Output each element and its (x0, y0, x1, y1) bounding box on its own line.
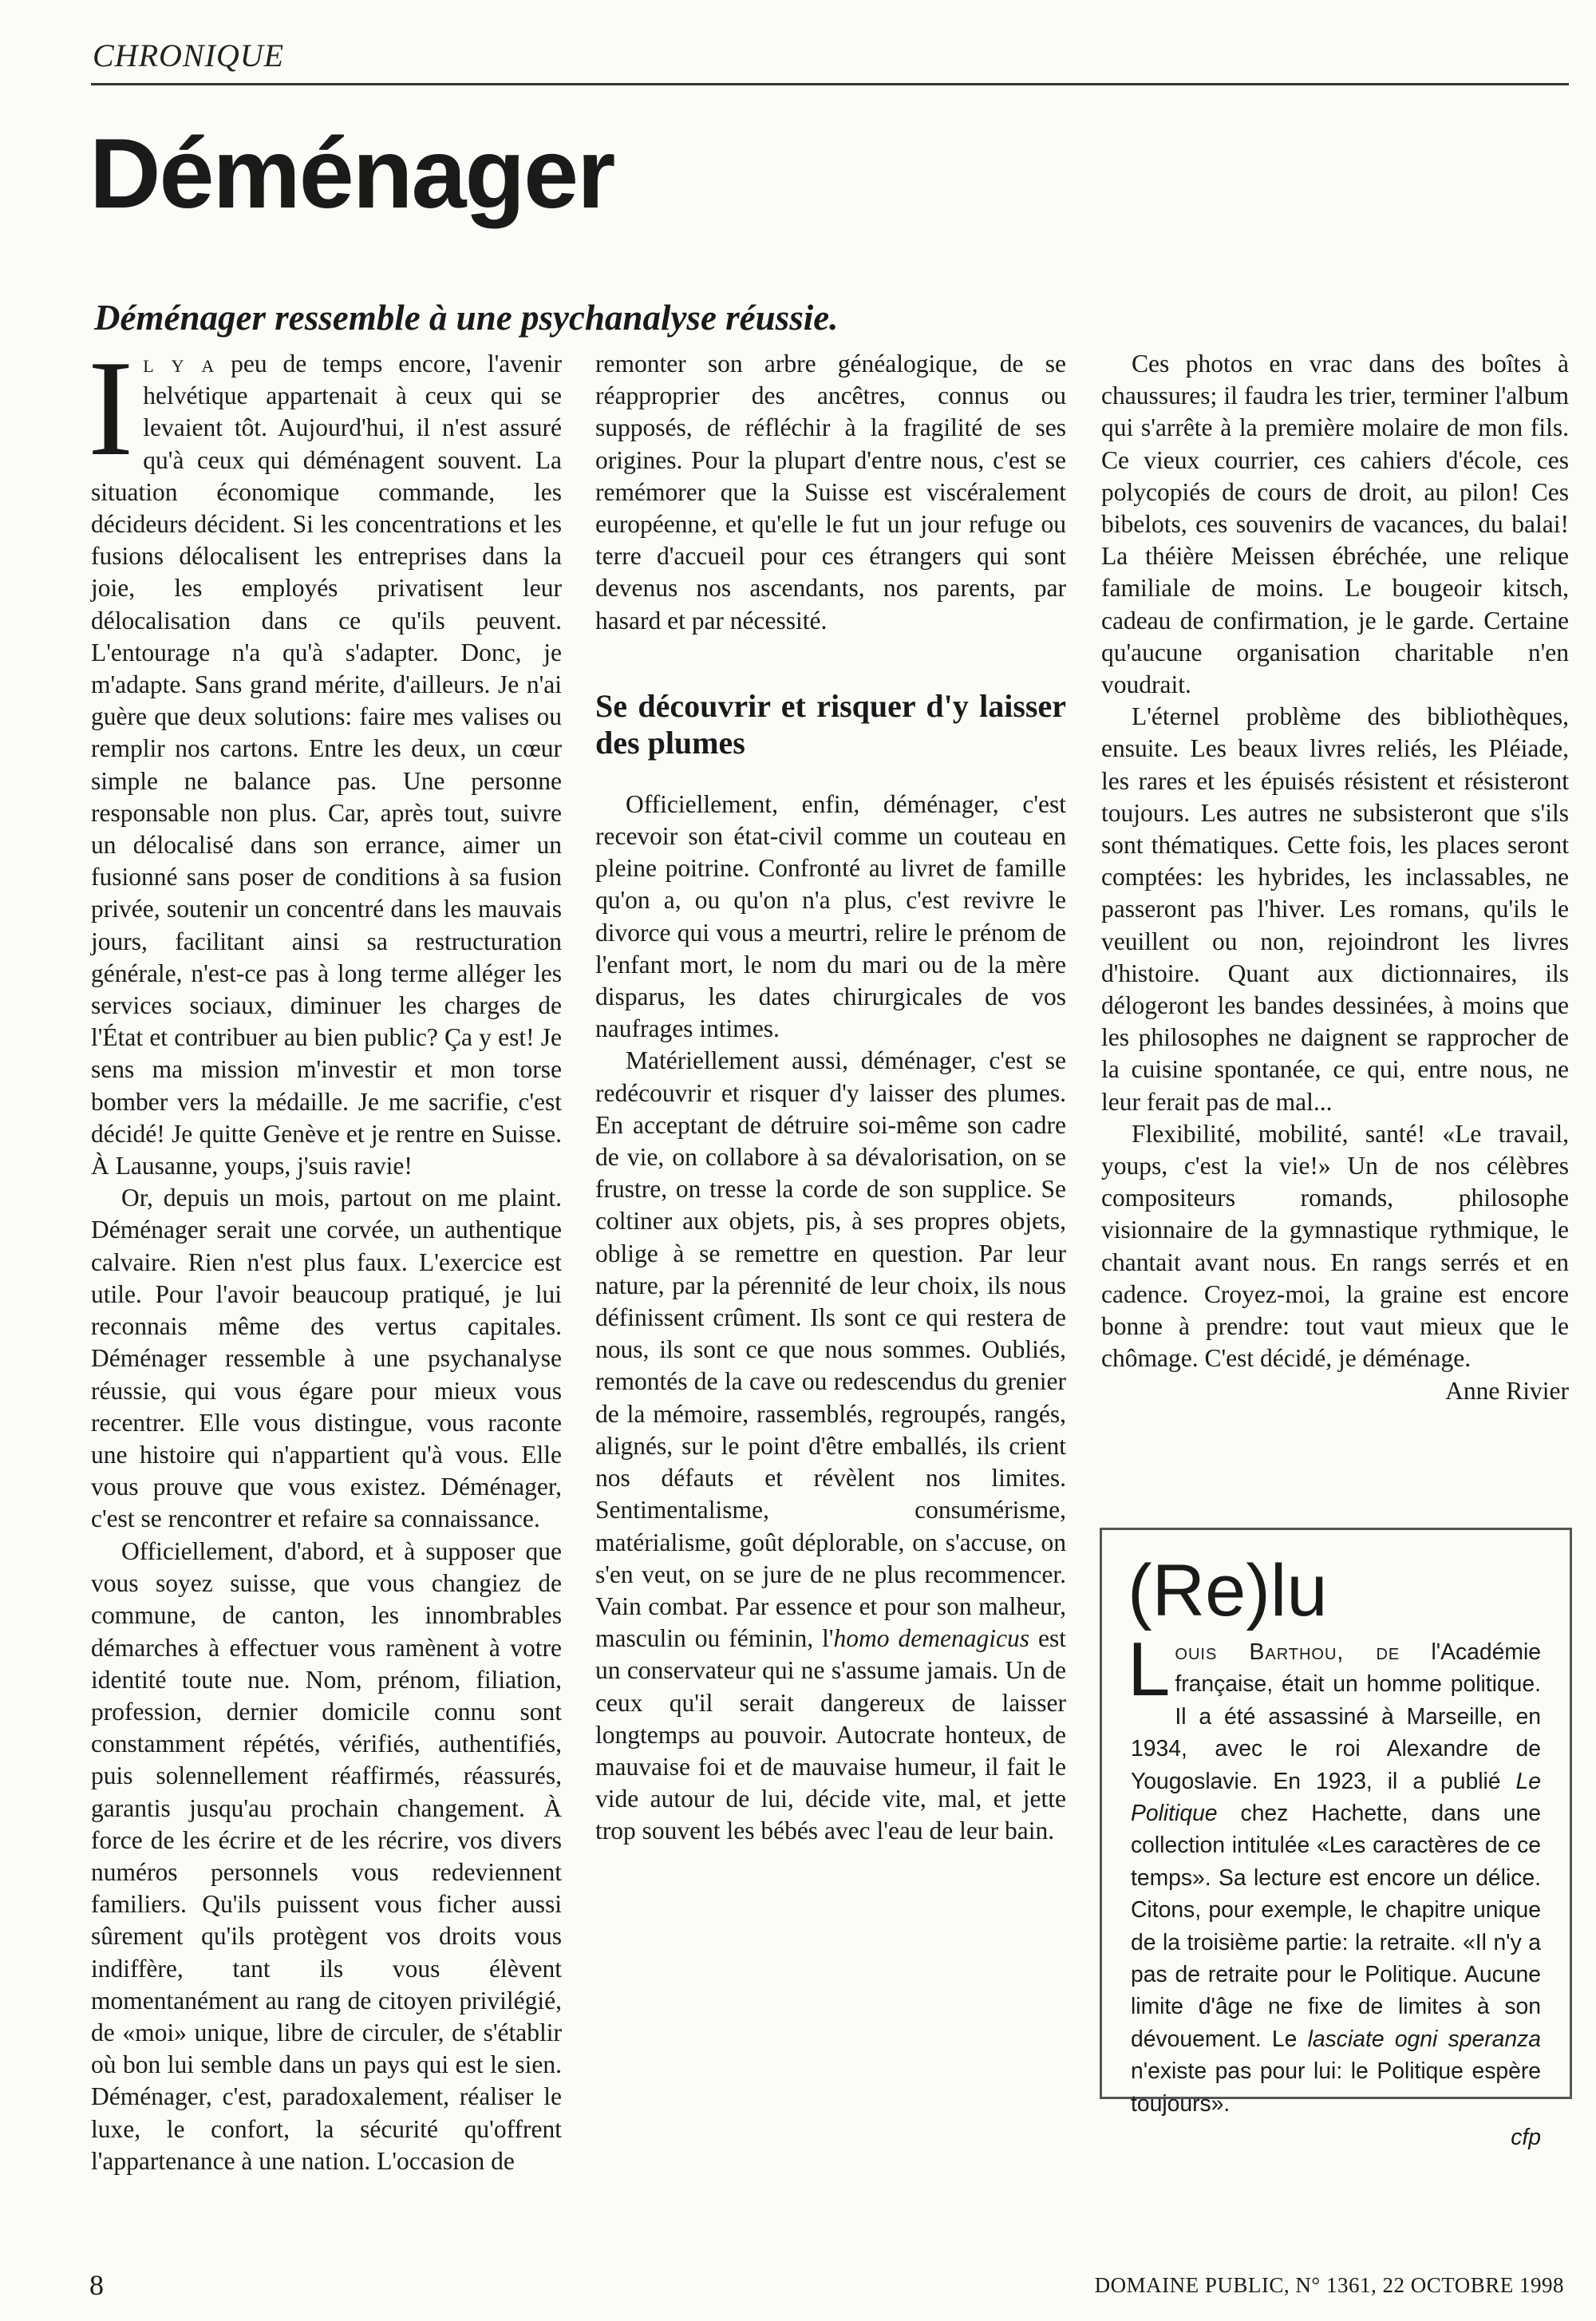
article-column-1 (88, 333, 562, 1536)
italic-quote: lasciate ogni speranza (1307, 2025, 1541, 2051)
paragraph-text: est un conservateur qui ne s'assume jamais. Un de ceux qu'il serait dangereux de laisser longtemps au pouvoir. Autocrate honteux, de mauvaise foi et de mauvaise humeur, il fait le vide autour de lui, décide vite, mal, et jette trop souvent les bébés avec l'eau de leur bain. (595, 1624, 1066, 1845)
italic-term: homo demenagicus (833, 1624, 1029, 1653)
article-paragraph-8 (1101, 1118, 1569, 1405)
article-paragraph-3-continued: remonter son arbre généalogique, de se réapproprier des ancêtres, connus ou supposés, de réfléchir à la fragilité de ses origines. Pour la plupart d'entre nous, c'est se remémorer que la Suisse est viscéralement européenne, et qu'elle le fut un jour refuge ou terre d'accueil pour ces étrangers qui sont devenus nos ascendants, nos parents, par hasard et par nécessité. (595, 350, 1066, 635)
lead-in: ouis Barthou, de (1175, 1639, 1400, 1664)
paragraph-text: Flexibilité, mobilité, santé! «Le travail, youps, c'est la vie!» Un de nos célèbres compositeurs romands, philosophe visionnaire de la gymnastique rythmique, le chantait avant nous. En rangs serrés et en cadence. Croyez-moi, la graine est encore bonne à prendre: tout vaut mieux que le chômage. C'est décidé, je déménage. (1101, 1119, 1569, 1373)
relu-title: (Re)lu (1128, 1550, 1328, 1631)
publication-footer: DOMAINE PUBLIC, N° 1361, 22 OCTOBRE 1998 (1094, 2273, 1564, 2297)
article-column-2 (595, 348, 1066, 1848)
section-rubric: CHRONIQUE (93, 38, 285, 73)
article-paragraph-6: Ces photos en vrac dans des boîtes à chaussures; il faudra les trier, terminer l'album qui s'arrête à la première molaire de mon fils. Ce vieux courrier, ces cahiers d'école, ces polycopiés de cours de droit, au pilon! Ces bibelots, ces souvenirs de vacances, du balai! La théière Meissen ébréchée, une relique familiale de moins. Le bougeoir kitsch, cadeau de confirmation, je le garde. Certaine qu'aucune organisation charitable n'en voudrait. (1101, 350, 1569, 699)
paragraph-text: peu de temps encore, l'avenir helvétique appartenait à ceux qui se levaient tôt. Aujourd'hui, il n'est assuré qu'à ceux qui déménagent souvent. La situation économique commande, les décideurs décident. Si les concentrations et les fusions délocalisent les entreprises dans la joie, les employés privatisent leur délocalisation dans ce qu'ils peuvent. L'entourage n'a qu'à s'adapter. Donc, je m'adapte. Sans grand mérite, d'ailleurs. Je n'ai guère que deux solutions: faire mes valises ou remplir nos cartons. Entre les deux, un cœur simple ne balance pas. Une personne responsable non plus. Car, après tout, suivre un délocalisé dans son errance, aimer un fusionné sans poser de conditions à sa fusion privée, soutenir un concentré dans les mauvais jours, facilitant ainsi sa restructuration générale, n'est-ce pas à long terme alléger les services sociaux, diminuer les charges de l'État et contribuer au bien public? Ça y est! Je sens ma mission m'investir et mon torse bomber vers la médaille. Je me sacrifie, c'est décidé! Je quitte Genève et je rentre en Suisse. À Lausanne, youps, j'suis ravie! (91, 350, 562, 1180)
author-signature: Anne Rivier (1445, 1376, 1569, 1405)
relu-signature: cfp (1511, 2124, 1541, 2150)
relu-sidebar-box (1100, 1528, 1572, 2150)
article-subhead: Se découvrir et risquer d'y laisser des plumes (595, 687, 1066, 761)
drop-cap: I (88, 333, 134, 484)
italic-title: Le Politique (1131, 1767, 1541, 1826)
page-number: 8 (89, 2269, 104, 2301)
relu-text (1128, 1627, 1541, 2119)
lead-in: l y a (143, 350, 215, 378)
article-paragraph-3: Officiellement, d'abord, et à supposer que vous soyez suisse, que vous changiez de commune, de canton, les innombrables démarches à effectuer vous ramènent à votre identité toute nue. Nom, prénom, filiation, profession, dernier domicile connu sont constamment répétés, vérifiés, authentifiés, puis solennellement réaffirmés, réassurés, garantis jusqu'au prochain changement. À force de les écrire et de les récrire, vos divers numéros personnels vous redeviennent familiers. Qu'ils puissent vous ficher aussi sûrement qu'ils protègent vos droits vous indiffère, tant ils vous élèvent momentanément au rang de citoyen privilégié, de «moi» unique, libre de circuler, de s'établir où bon lui semble dans un pays qui est le sien. Déménager, c'est, paradoxalement, réaliser le luxe, le confort, la sécurité qu'offrent l'appartenance à une nation. L'occasion de (91, 1537, 562, 2175)
drop-cap: L (1128, 1627, 1171, 1712)
header-rule (91, 83, 1569, 85)
article-paragraph-5 (595, 1045, 1066, 1847)
article-title: Déménager (89, 119, 614, 229)
article-column-1b (91, 1536, 562, 2177)
article-paragraph-7: L'éternel problème des bibliothèques, ensuite. Les beaux livres reliés, les Pléiade, les rares et les épuisés résistent et résisteront toujours. Les autres ne subsisteront que s'ils sont thématiques. Cette fois, les places seront comptées: les hybrides, les inclassables, ne passeront pas l'hiver. Les romans, qu'ils le veuillent ou non, rejoindront les livres d'histoire. Quant aux dictionnaires, ils délogeront les bandes dessinées, à moins que les philosophes ne daignent se rapprocher de la cuisine spontanée, ce qui, entre nous, ne leur ferait pas de mal... (1101, 702, 1569, 1116)
paragraph-text: chez Hachette, dans une collection intitulée «Les caractères de ce temps». Sa lecture est encore un délice. Citons, pour exemple, le chapitre unique de la troisième partie: la retraite. «Il n'y a pas de retraite pour le Politique. Aucune limite d'âge ne fixe de limites à son dévouement. Le (1131, 1800, 1541, 2051)
article-column-3 (1101, 348, 1569, 1407)
article-paragraph-4: Officiellement, enfin, déménager, c'est recevoir son état-civil comme un couteau en pleine poitrine. Confronté au livret de famille qu'on a, ou qu'on n'a plus, c'est revivre le divorce qui vous a meurtri, relire le prénom de l'enfant mort, le nom du mari ou de la mère disparus, les dates chirurgicales de vos naufrages intimes. (595, 789, 1066, 1043)
paragraph-text: n'existe pas pour lui: le Politique espère toujours». (1131, 2058, 1541, 2116)
paragraph-text: l'Académie française, était un homme politique. Il a été assassiné à Marseille, en 1934, avec le roi Alexandre de Yougoslavie. En 1923, il a publié (1131, 1639, 1541, 1793)
paragraph-text: Matériellement aussi, déménager, c'est se redécouvrir et risquer d'y laisser des plumes. En acceptant de détruire soi-même son cadre de vie, on collabore à sa dévalorisation, on se frustre, on tresse la corde de son supplice. Se coltiner aux objets, pis, à ses propres objets, oblige à se remettre en question. Par leur nature, par la pérennité de leur choix, ils nous définissent crûment. Ils sont ce qui restera de nous, ils sont ce que nous sommes. Oubliés, remontés de la cave ou redescendus du grenier de la mémoire, rassemblés, regroupés, rangés, alignés, sur le point d'être emballés, ils crient nos défauts et révèlent nos limites. Sentimentalisme, consumérisme, matérialisme, goût déplorable, on s'accuse, on s'en veut, on se jure de ne plus recommencer. Vain combat. Par essence et pour son malheur, masculin ou féminin, l' (595, 1046, 1066, 1653)
article-subtitle: Déménager ressemble à une psychanalyse réussie. (94, 298, 839, 338)
article-paragraph-2: Or, depuis un mois, partout on me plaint. Déménager serait une corvée, un authentique calvaire. Rien n'est plus faux. L'exercice est utile. Pour l'avoir beaucoup pratiqué, je lui reconnais même des vertus capitales. Déménager ressemble à une psychanalyse réussie, qui vous égare pour mieux vous recentrer. Elle vous distingue, vous raconte une histoire qui n'appartient qu'à vous. Elle vous prouve que vous existez. Déménager, c'est se rencontrer et refaire sa connaissance. (91, 1184, 562, 1533)
article-paragraph-1 (88, 333, 562, 1182)
